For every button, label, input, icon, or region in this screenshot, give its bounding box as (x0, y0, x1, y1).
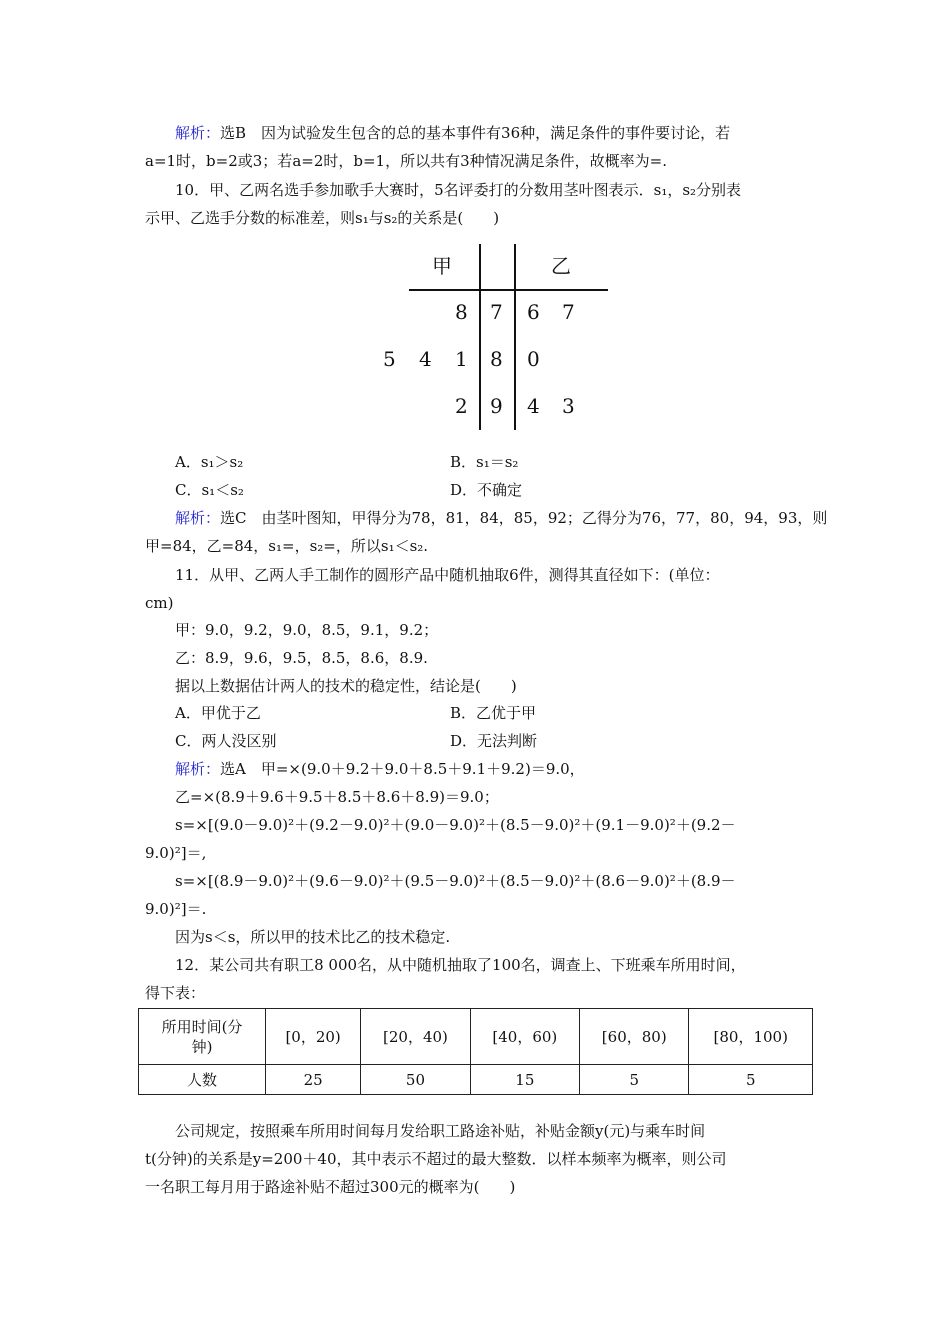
q12-stem-line1: 12．某公司共有职工8 000名，从中随机抽取了100名，调查上、下班乘车所用时间， (175, 956, 746, 974)
q11-stem-line1: 11．从甲、乙两人手工制作的圆形产品中随机抽取6件，测得其直径如下：(单位： (175, 566, 720, 584)
stemleaf-stem: 9 (490, 394, 503, 418)
q11-option-b: B．乙优于甲 (450, 704, 537, 722)
table-cell: [80，100) (689, 1009, 813, 1065)
stemleaf-leaf: 3 (562, 394, 575, 418)
q11-question: 据以上数据估计两人的技术的稳定性，结论是( ) (175, 677, 517, 695)
table-cell: [0，20) (266, 1009, 361, 1065)
q10-option-d: D．不确定 (450, 481, 523, 499)
q10-option-b: B．s₁＝s₂ (450, 453, 519, 471)
q12-stem-line2: 得下表： (145, 984, 206, 1002)
table-cell: [20，40) (361, 1009, 470, 1065)
analysis-label: 解析： (175, 509, 221, 527)
table-cell: 15 (470, 1065, 579, 1095)
stemleaf-horizontal-line (409, 289, 608, 291)
q10-stem-line1: 10．甲、乙两名选手参加歌手大赛时，5名评委打的分数用茎叶图表示．s₁，s₂分别表 (175, 181, 742, 199)
stemleaf-stem: 7 (490, 300, 503, 324)
table-cell: 25 (266, 1065, 361, 1095)
stemleaf-leaf: 8 (455, 300, 468, 324)
q11-data-yi: 乙：8.9，9.6，9.5，8.5，8.6，8.9. (175, 649, 428, 667)
analysis-text: 选B 因为试验发生包含的总的基本事件有36种，满足条件的事件要讨论，若 (220, 124, 731, 142)
analysis-text: 选A 甲=×(9.0＋9.2＋9.0＋8.5＋9.1＋9.2)＝9.0， (220, 760, 585, 778)
table-cell: 5 (689, 1065, 813, 1095)
q11-stem-line2: cm) (145, 594, 174, 612)
stemleaf-leaf: 6 (527, 300, 540, 324)
stemleaf-stem: 8 (490, 347, 503, 371)
q11-analysis-line3: s=×[(9.0－9.0)²＋(9.2－9.0)²＋(9.0－9.0)²＋(8.5－9.0)²＋(9.1－9.0)²＋(9.2－ (175, 816, 736, 834)
stemleaf-vertical-line-right (514, 244, 516, 430)
table-cell: [40，60) (470, 1009, 579, 1065)
q12-rule-line3: 一名职工每月用于路途补贴不超过300元的概率为( ) (145, 1178, 516, 1196)
q11-option-d: D．无法判断 (450, 732, 538, 750)
stemleaf-leaf: 0 (527, 347, 540, 371)
table-header-cell: 人数 (139, 1065, 266, 1095)
stemleaf-header-right: 乙 (551, 254, 571, 278)
q11-option-a: A．甲优于乙 (175, 704, 261, 722)
stemleaf-leaf: 2 (455, 394, 468, 418)
q10-analysis-line1 (175, 508, 827, 528)
table-header-cell (139, 1009, 266, 1065)
stemleaf-leaf: 1 (455, 347, 468, 371)
q9-analysis-line1 (175, 123, 730, 143)
q11-analysis-line7: 因为s＜s，所以甲的技术比乙的技术稳定. (175, 928, 451, 946)
table-header-label-line2: 钟) (191, 1037, 213, 1056)
q12-rule-line1: 公司规定，按照乘车所用时间每月发给职工路途补贴，补贴金额y(元)与乘车时间 (175, 1122, 706, 1140)
q11-analysis-line5: s=×[(8.9－9.0)²＋(9.6－9.0)²＋(9.5－9.0)²＋(8.5－9.0)²＋(8.6－9.0)²＋(8.9－ (175, 872, 736, 890)
q11-analysis-line6: 9.0)²]＝. (145, 900, 207, 918)
q10-option-c: C．s₁＜s₂ (175, 481, 244, 499)
q10-stem-line2: 示甲、乙选手分数的标准差，则s₁与s₂的关系是( ) (145, 209, 500, 227)
q12-rule-line2: t(分钟)的关系是y=200＋40，其中表示不超过的最大整数．以样本频率为概率，则公司 (145, 1150, 727, 1168)
stemleaf-leaf: 4 (419, 347, 432, 371)
stemleaf-vertical-line-left (479, 244, 481, 430)
stemleaf-header-left: 甲 (432, 254, 452, 278)
table-cell: 50 (361, 1065, 470, 1095)
analysis-label: 解析： (175, 760, 221, 778)
q11-analysis-line2: 乙=×(8.9＋9.6＋9.5＋8.5＋8.6＋8.9)＝9.0； (175, 788, 499, 806)
table-cell: 5 (580, 1065, 689, 1095)
stemleaf-leaf: 4 (527, 394, 540, 418)
q11-analysis-line4: 9.0)²]＝, (145, 844, 207, 862)
q10-option-a: A．s₁＞s₂ (175, 453, 244, 471)
commute-time-table (138, 1008, 813, 1095)
table-row (139, 1009, 813, 1065)
q11-data-jia: 甲：9.0，9.2，9.0，8.5，9.1，9.2； (175, 621, 439, 639)
analysis-label: 解析： (175, 124, 221, 142)
analysis-text: 选C 由茎叶图知，甲得分为78，81，84，85，92；乙得分为76，77，80，94，93，则 (220, 509, 828, 527)
table-row (139, 1065, 813, 1095)
table-header-label-line1: 所用时间(分 (161, 1017, 243, 1036)
q11-analysis-line1 (175, 759, 585, 779)
q10-analysis-line2: 甲=84，乙=84，s₁=，s₂=，所以s₁＜s₂. (145, 537, 429, 555)
q11-option-c: C．两人没区别 (175, 732, 277, 750)
stemleaf-leaf: 7 (562, 300, 575, 324)
q9-analysis-line2: a=1时，b=2或3；若a=2时，b=1，所以共有3种情况满足条件，故概率为=. (145, 152, 667, 170)
table-cell: [60，80) (580, 1009, 689, 1065)
stemleaf-leaf: 5 (383, 347, 396, 371)
